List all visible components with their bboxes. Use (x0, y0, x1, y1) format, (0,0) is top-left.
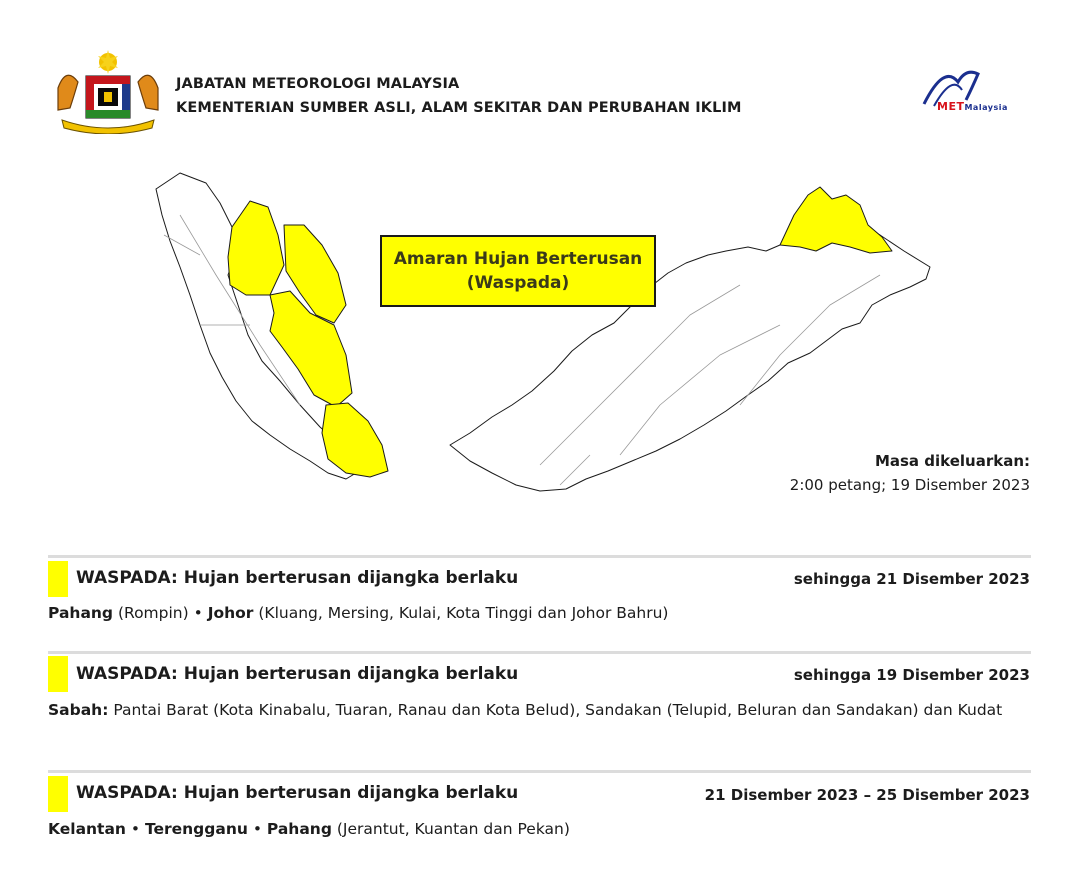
met-wordmark-main: MET (937, 100, 965, 113)
warning-legend-level: (Waspada) (466, 273, 570, 293)
alert-divider (48, 770, 1031, 773)
alert-title: WASPADA: Hujan berterusan dijangka berlaku (76, 783, 519, 803)
alert-divider (48, 651, 1031, 654)
alert-date: sehingga 19 Disember 2023 (793, 666, 1030, 684)
area-districts: Pantai Barat (Kota Kinabalu, Tuaran, Ranau dan Kota Belud), Sandakan (Telupid, Beluran dan Sandakan) dan Kudat (108, 701, 1003, 719)
alert-level-marker (48, 656, 68, 692)
warning-legend-title: Amaran Hujan Berterusan (393, 249, 643, 269)
area-state: Johor (207, 604, 254, 622)
area-separator: • (247, 820, 267, 838)
area-state: Sabah: (48, 701, 109, 719)
sabah-region (780, 187, 892, 253)
issued-time-value: 2:00 petang; 19 Disember 2023 (789, 476, 1030, 494)
issued-time (790, 449, 1030, 497)
met-malaysia-wordmark (937, 100, 1008, 113)
alert-divider (48, 555, 1031, 558)
area-state: Terengganu (144, 820, 248, 838)
alert-areas (48, 602, 1031, 625)
organization-header (176, 72, 742, 120)
alert-title: WASPADA: Hujan berterusan dijangka berlaku (76, 568, 519, 588)
area-districts: (Kluang, Mersing, Kulai, Kota Tinggi dan Johor Bahru) (253, 604, 669, 622)
alert-level-marker (48, 561, 68, 597)
alert-level-marker (48, 776, 68, 812)
area-state: Pahang (266, 820, 332, 838)
area-districts: (Rompin) • (113, 604, 208, 622)
area-state: Pahang (48, 604, 114, 622)
alert-areas (48, 818, 1031, 841)
met-malaysia-logo-icon (914, 64, 1034, 124)
alert-areas (48, 699, 1031, 722)
ministry-name: KEMENTERIAN SUMBER ASLI, ALAM SEKITAR DAN PERUBAHAN IKLIM (176, 100, 742, 116)
kelantan-region (228, 201, 284, 295)
organization-name: JABATAN METEOROLOGI MALAYSIA (176, 76, 460, 92)
warning-legend-box (380, 235, 656, 307)
area-separator: • (125, 820, 145, 838)
alert-title: WASPADA: Hujan berterusan dijangka berlaku (76, 664, 519, 684)
met-wordmark-sub: Malaysia (964, 103, 1008, 112)
alert-date: sehingga 21 Disember 2023 (793, 570, 1030, 588)
alert-date: 21 Disember 2023 – 25 Disember 2023 (704, 786, 1030, 804)
area-districts: (Jerantut, Kuantan dan Pekan) (331, 820, 570, 838)
issued-time-label: Masa dikeluarkan: (874, 452, 1030, 470)
area-state: Kelantan (48, 820, 126, 838)
malaysia-coat-of-arms-icon (48, 48, 168, 134)
